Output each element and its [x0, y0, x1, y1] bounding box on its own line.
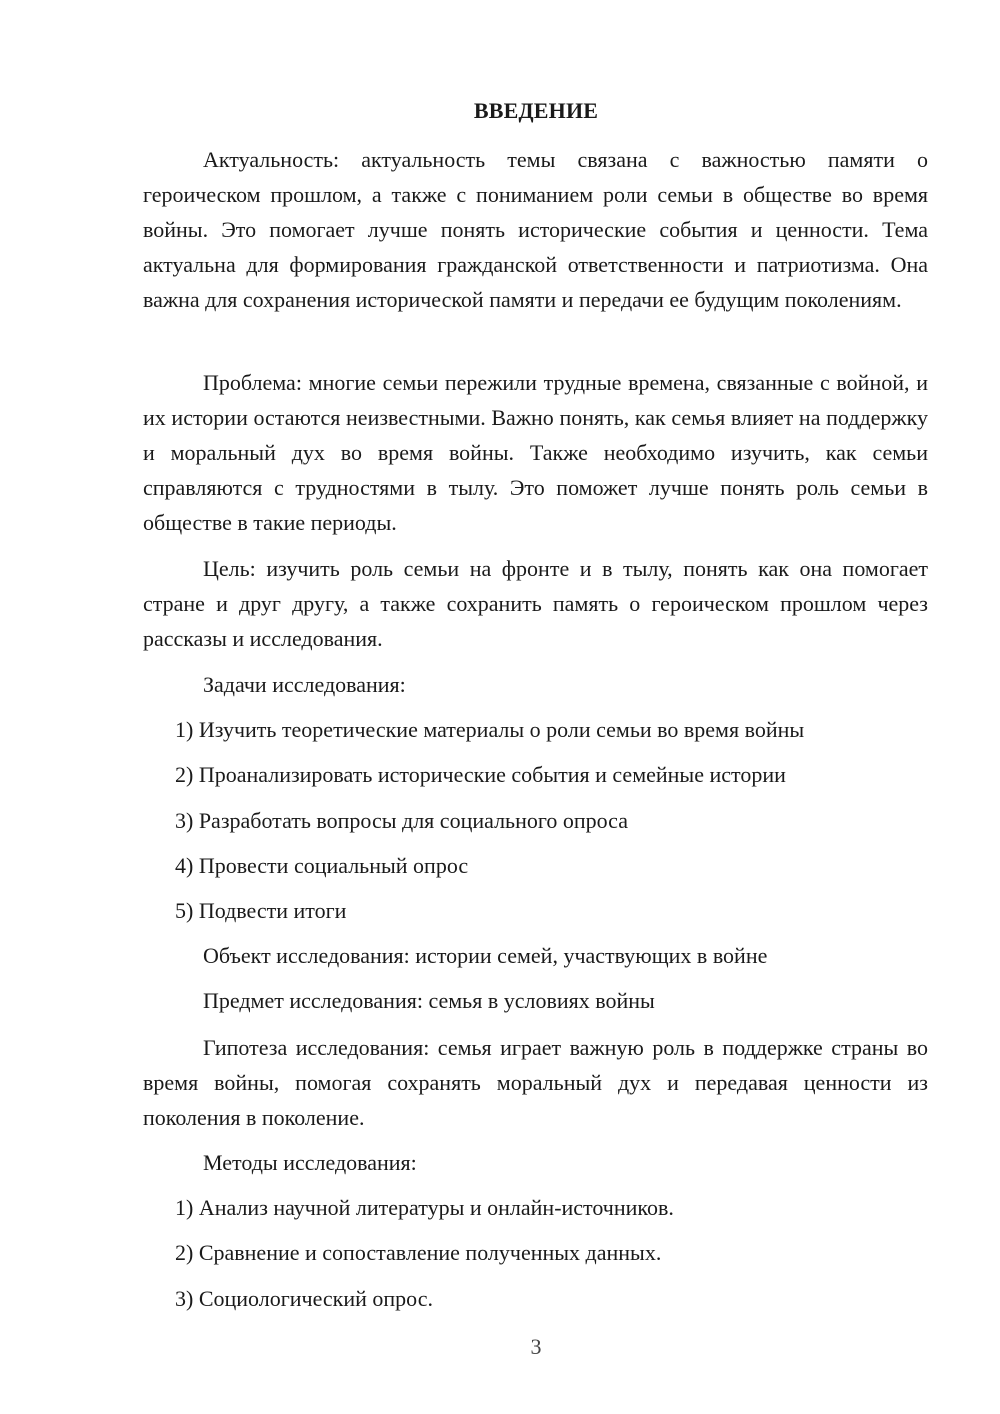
task-item-2: 2) Проанализировать исторические события и семейные истории	[175, 762, 786, 787]
task-item-4: 4) Провести социальный опрос	[175, 853, 469, 878]
page-number: 3	[530, 1334, 542, 1359]
research-subject: Предмет исследования: семья в условиях войны	[203, 988, 655, 1013]
task-item-5: 5) Подвести итоги	[175, 898, 347, 923]
relevance-paragraph: Актуальность: актуальность темы связана с важностью памяти о героическом прошлом, а также с пониманием роли семьи в обществе во время войны. Это помогает лучше понять исторические события и ценности. Тема актуальна для формирования гражданской ответственности и патриотизма. Она важна для сохранения исторической памяти и передачи ее будущим поколениям.	[143, 147, 928, 312]
research-object: Объект исследования: истории семей, участвующих в войне	[203, 943, 768, 968]
method-item-3: 3) Социологический опрос.	[175, 1286, 433, 1311]
goal-paragraph: Цель: изучить роль семьи на фронте и в тылу, понять как она помогает стране и друг другу, а также сохранить память о героическом прошлом через рассказы и исследования.	[143, 556, 928, 651]
page-title: ВВЕДЕНИЕ	[473, 98, 599, 123]
task-item-3: 3) Разработать вопросы для социального опроса	[175, 808, 628, 833]
hypothesis-paragraph: Гипотеза исследования: семья играет важную роль в поддержке страны во время войны, помогая сохранять моральный дух и передавая ценности из поколения в поколение.	[143, 1035, 928, 1130]
task-item-1: 1) Изучить теоретические материалы о роли семьи во время войны	[175, 717, 805, 742]
tasks-heading: Задачи исследования:	[203, 672, 406, 697]
method-item-1: 1) Анализ научной литературы и онлайн-источников.	[175, 1195, 674, 1220]
method-item-2: 2) Сравнение и сопоставление полученных данных.	[175, 1240, 662, 1265]
methods-heading: Методы исследования:	[203, 1150, 417, 1175]
problem-paragraph: Проблема: многие семьи пережили трудные времена, связанные с войной, и их истории остаются неизвестными. Важно понять, как семья влияет на поддержку и моральный дух во время войны. Также необходимо изучить, как семьи справляются с трудностями в тылу. Это поможет лучше понять роль семьи в обществе в такие периоды.	[143, 370, 928, 535]
